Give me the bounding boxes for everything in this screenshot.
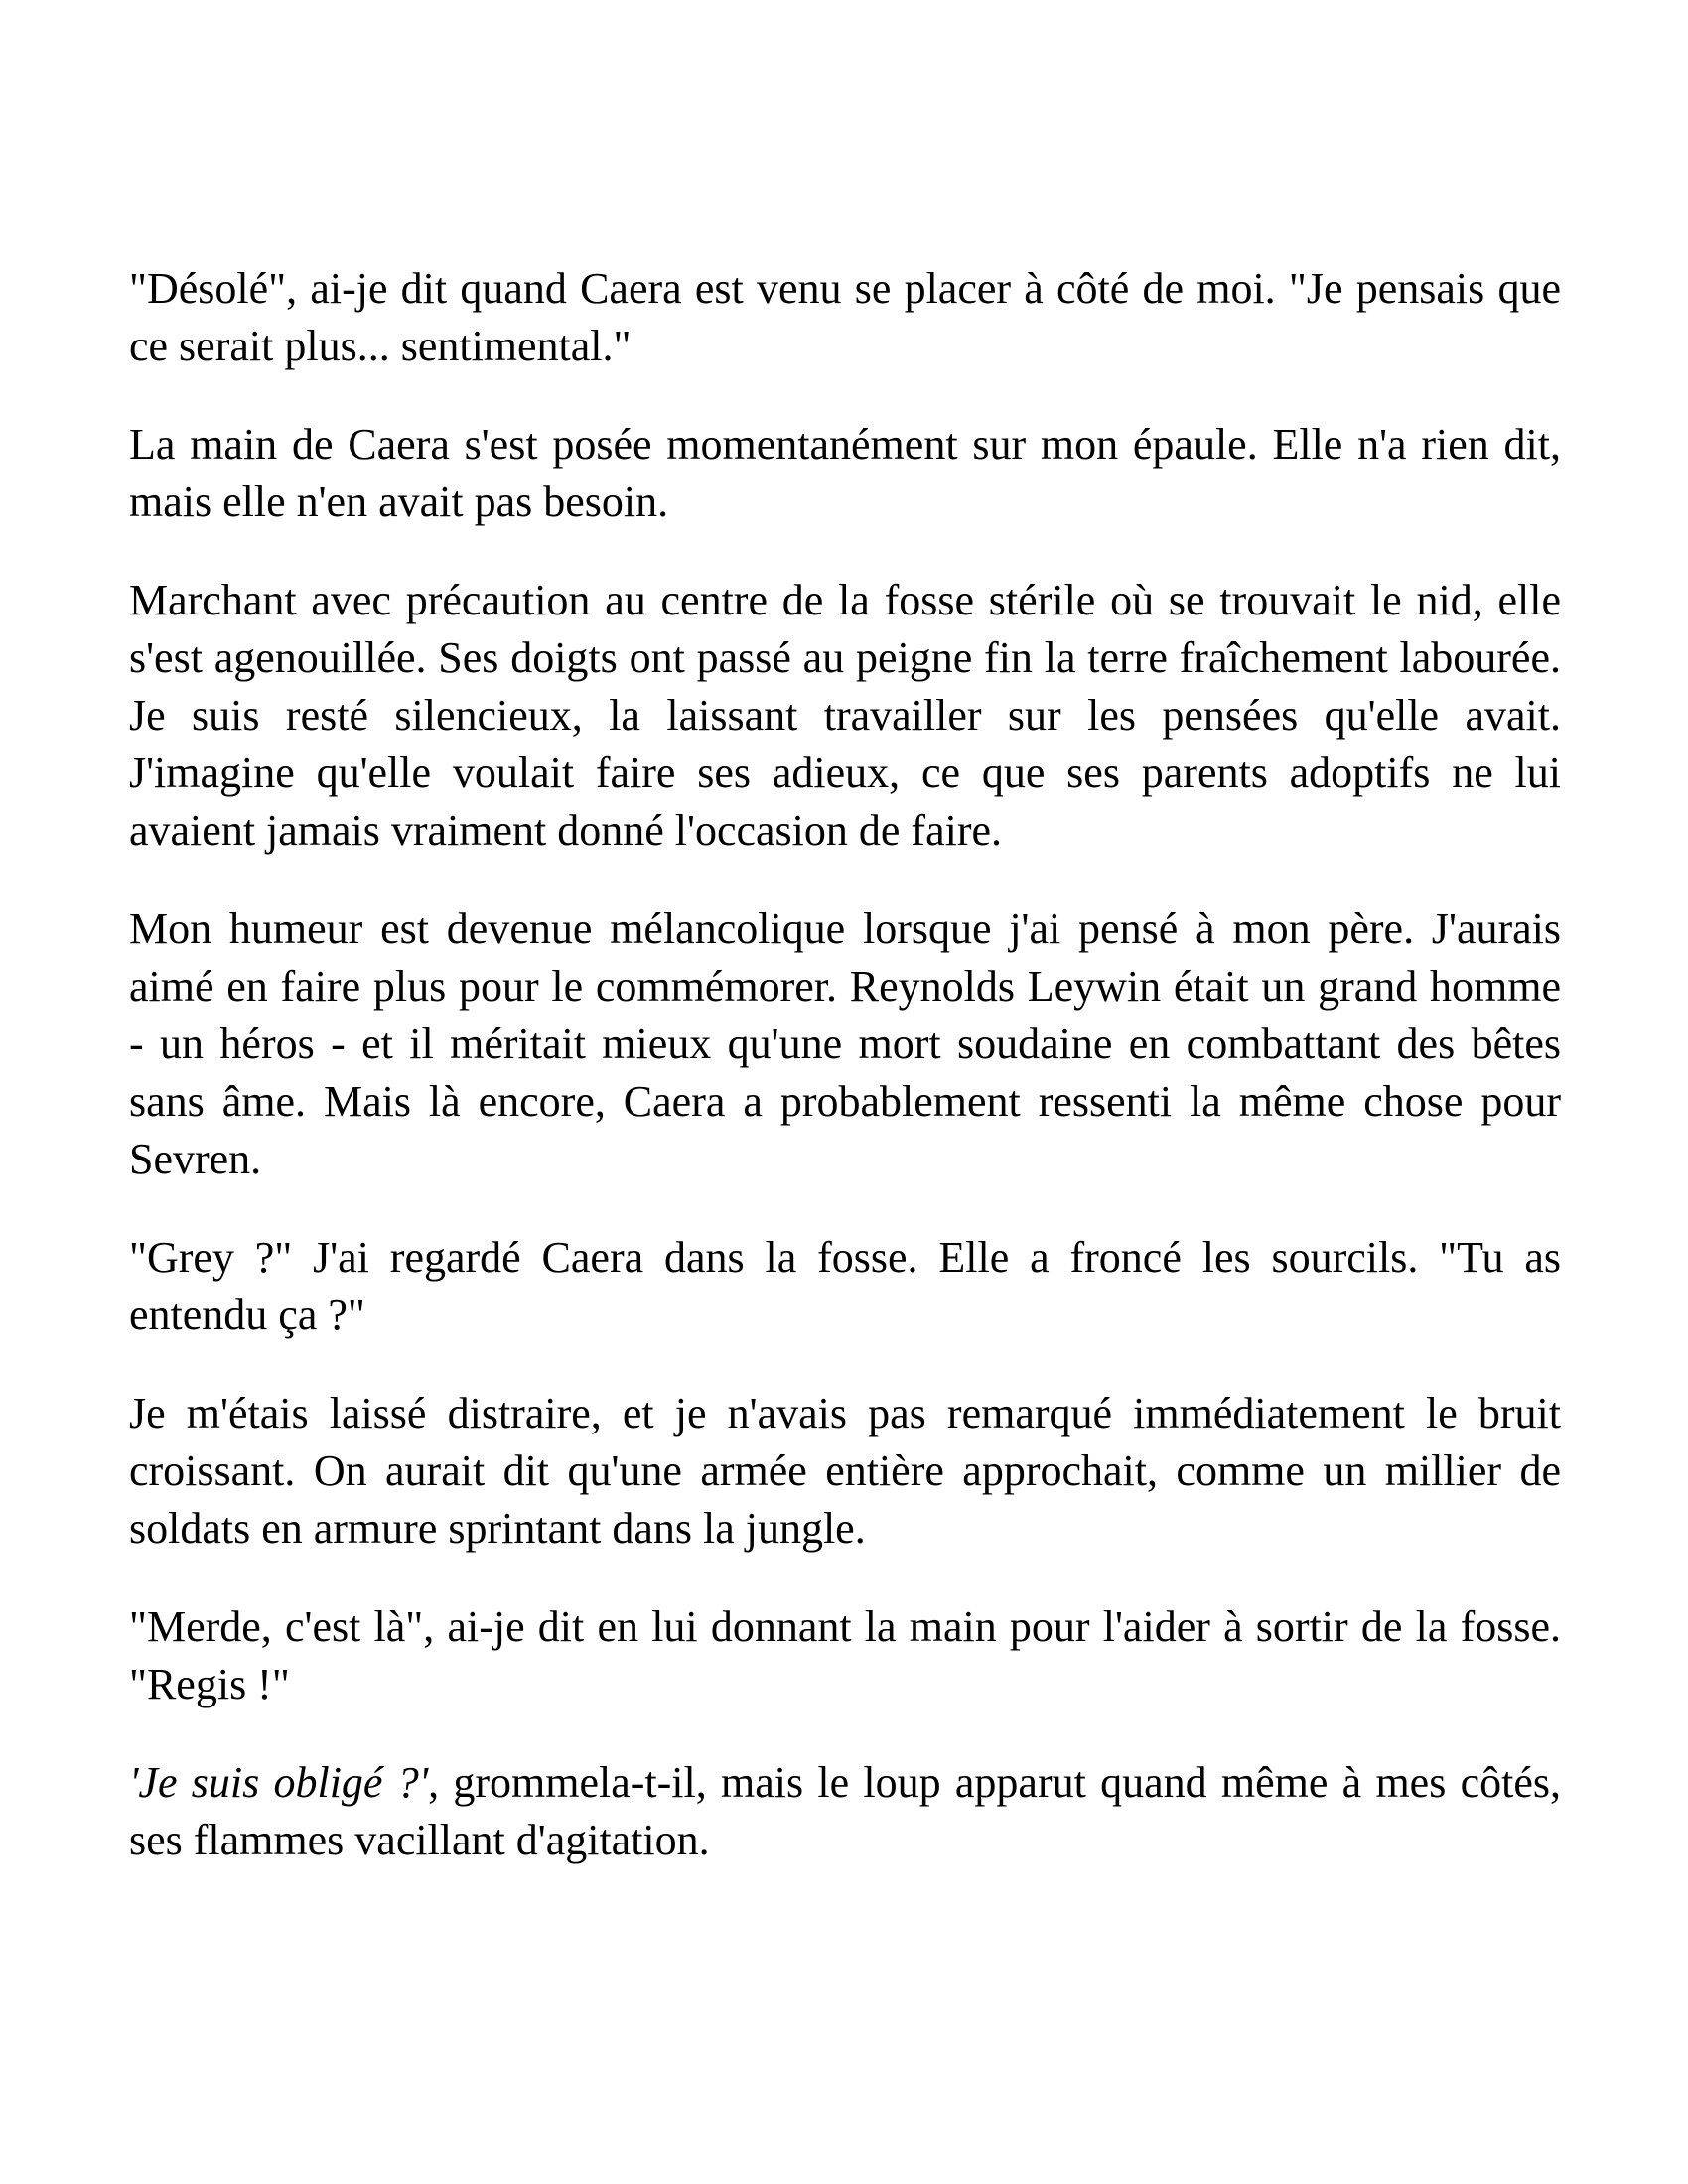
paragraph-8-rest: , grommela-t-il, mais le loup apparut quand même à mes côtés, ses flammes vacillant d'agitation.	[129, 1758, 1561, 1864]
paragraph-8-italic-lead: 'Je suis obligé ?'	[129, 1758, 429, 1807]
paragraph-3: Marchant avec précaution au centre de la fosse stérile où se trouvait le nid, elle s'est agenouillée. Ses doigts ont passé au peigne fin la terre fraîchement labourée. Je suis resté silencieux, la laissant travailler sur les pensées qu'elle avait. J'imagine qu'elle voulait faire ses adieux, ce que ses parents adoptifs ne lui avaient jamais vraiment donné l'occasion de faire.	[129, 576, 1561, 855]
paragraph-8	[129, 1754, 1561, 1869]
paragraph-6: Je m'étais laissé distraire, et je n'avais pas remarqué immédiatement le bruit croissant. On aurait dit qu'une armée entière approchait, comme un millier de soldats en armure sprintant dans la jungle.	[129, 1389, 1561, 1553]
paragraph-1: "Désolé", ai-je dit quand Caera est venu se placer à côté de moi. "Je pensais que ce serait plus... sentimental."	[129, 264, 1561, 370]
paragraph-7: "Merde, c'est là", ai-je dit en lui donnant la main pour l'aider à sortir de la fosse. "Regis !"	[129, 1602, 1561, 1708]
paragraph-4: Mon humeur est devenue mélancolique lorsque j'ai pensé à mon père. J'aurais aimé en faire plus pour le commémorer. Reynolds Leywin était un grand homme - un héros - et il méritait mieux qu'une mort soudaine en combattant des bêtes sans âme. Mais là encore, Caera a probablement ressenti la même chose pour Sevren.	[129, 904, 1561, 1183]
paragraph-2: La main de Caera s'est posée momentanément sur mon épaule. Elle n'a rien dit, mais elle n'en avait pas besoin.	[129, 420, 1561, 526]
paragraph-5: "Grey ?" J'ai regardé Caera dans la fosse. Elle a froncé les sourcils. "Tu as entendu ça ?"	[129, 1233, 1561, 1339]
text-block	[129, 260, 1561, 1869]
